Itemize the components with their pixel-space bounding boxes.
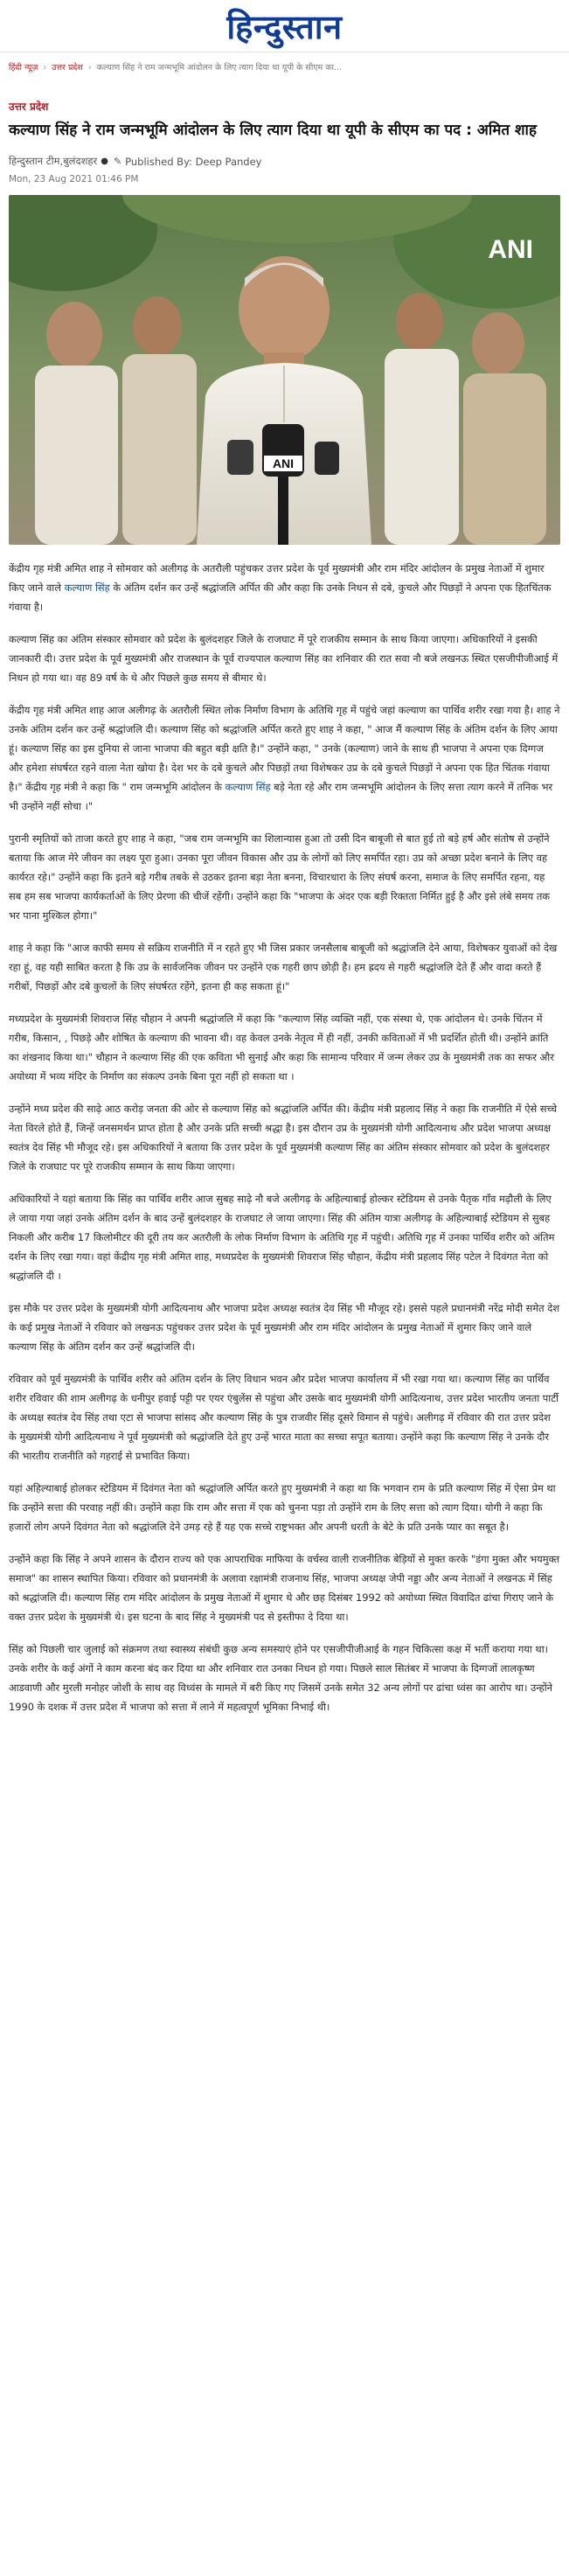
article-paragraph: यहां अहिल्याबाई होलकर स्टेडियम में दिवंगत नेता को श्रद्धांजलि अर्पित करते हुए मुख्यमंत्री ने कहा था कि भगवान राम के प्रति कल्याण सिंह में ऐसा प्रेम था कि उन्होंने सत्ता की परवाह नहीं की। उन्होंने कहा कि राम और सत्ता में एक को चुनना पड़ा तो उन्होंने राम के लिए सत्ता को त्याग दिया। योगी ने कहा कि हजारों लोग अपने दिवंगत नेता को श्रद्धांजलि देने उमड़ रहे हैं यह एक सच्चे राष्ट्रभक्त और अपनी धरती के बेटे के प्रति उनके प्यार का सबूत है।: [9, 1482, 556, 1533]
breadcrumb-home-link[interactable]: हिंदी न्यूज़: [9, 63, 38, 73]
kalyan-singh-link[interactable]: कल्याण सिंह: [64, 581, 110, 594]
kalyan-singh-link[interactable]: कल्याण सिंह: [225, 781, 271, 793]
breadcrumb-separator-icon: ›: [87, 63, 92, 73]
article-paragraph: शाह ने कहा कि "आज काफी समय से सक्रिय राजनीति में न रहते हुए भी जिस प्रकार जनसैलाब बाबूजी को श्रद्धांजलि देने आया, विशेषकर युवाओं को देख रहा हूं, वह यही साबित करता है कि उप्र के सार्वजनिक जीवन पर उन्होंने एक गहरी छाप छोड़ी है। हम ह्रदय से गहरी श्रद्धांजलि देते हैं और वादा करते हैं गरीबों, पिछड़ों और दबे कुचलों के लिए संघर्षरत रहेंगे, इतना ही कह सकता हूं।": [9, 942, 558, 992]
paragraph-text: केंद्रीय गृह मंत्री अमित शाह आज अलीगढ़ के अतरौली स्थित लोक निर्माण विभाग के अतिथि गृह में पहुंचे जहां कल्याण का पार्थिव शरीर रखा गया है। शाह ने उनके अंतिम दर्शन कर उन्हें श्रद्धांजलि दी। कल्याण सिंह को श्रद्धांजलि अर्पित करते हुए शाह ने कहा, " आज मैं कल्याण सिंह के अंतिम दर्शन के लिए आया हूं। कल्याण सिंह का इस दुनिया से जाना भाजपा की बहुत बड़ी क्षति है।" उन्होंने कहा, " उनके (कल्याण) जाने के साथ ही भाजपा ने अपना एक दिग्गज और हमेशा संघर्षरत रहने वाला नेता खोया है। देश भर के दबे कुचले और पिछड़ों तथा विशेषकर उप्र के दबे कुचले पिछड़ों ने अपना एक हित चिंतक गंवाया है।" केंद्रीय गृह मंत्री ने कहा कि " राम जन्मभूमि आंदोलन के: [9, 704, 560, 793]
article-headline: कल्याण सिंह ने राम जन्मभूमि आंदोलन के लिए त्याग दिया था यूपी के सीएम का पद : अमित शाह: [9, 122, 537, 139]
article-date: Mon, 23 Aug 2021 01:46 PM: [9, 174, 139, 184]
article-paragraph: [9, 700, 560, 816]
article-paragraph: अधिकारियों ने यहां बताया कि सिंह का पार्थिव शरीर आज सुबह साढ़े नौ बजे अलीगढ़ के अहिल्याबाई होल्कर स्टेडियम से उनके पैतृक गाँव मढ़ौली के लिए ले जाया गया जहां उनके अंतिम दर्शन के बाद उन्हें बुलंदशहर के राजघाट ले जाया जाएगा। सिंह की अंतिम यात्रा अलीगढ़ के अहिल्याबाई स्टेडियम से सुबह निकली और करीब 17 किलोमीटर की दूरी तय कर अतरौली के लोक निर्माण विभाग के अतिथि गृह में पहुंची। अतिथि गृह में उनका पार्थिव शरीर को अंतिम दर्शन के लिए रखा गया। वहां केंद्रीय गृह मंत्री अमित शाह, मध्यप्रदेश के मुख्यमंत्री शिवराज सिंह चौहान, केंद्रीय मंत्री प्रहलाद सिंह पटेल ने दिवंगत नेता को श्रद्धांजलि दी ।: [9, 1193, 555, 1282]
article-paragraph: उन्होंने कहा कि सिंह ने अपने शासन के दौरान राज्य को एक आपराधिक माफिया के वर्चस्व वाली राजनीतिक बेड़ियों से मुक्त करके "डंगा मुक्त और भयमुक्त समाज" का शासन स्थापित किया। रविवार को प्रधानमंत्री के अलावा रक्षामंत्री राजनाथ सिंह, भाजपा अध्यक्ष जेपी नड्डा और अन्य नेताओं ने लखनऊ में सिंह को श्रद्धांजलि दी। कल्याण सिंह राम मंदिर आंदोलन के प्रमुख नेताओं में शुमार थे और छह दिसंबर 1992 को अयोध्या स्थित विवादित ढांचा गिराए जाने के वक्त उत्तर प्रदेश के मुख्यमंत्री थे। इस घटना के बाद सिंह ने मुख्यमंत्री पद से इस्तीफा दे दिया था।: [9, 1553, 560, 1623]
masthead: [0, 0, 569, 52]
article-paragraph: मध्यप्रदेश के मुख्यमंत्री शिवराज सिंह चौहान ने अपनी श्रद्धांजलि में कहा कि "कल्याण सिंह व्यक्ति नहीं, एक संस्था थे, एक आंदोलन थे। उनके चिंतन में गरीब, किसान, , पिछड़े और शोषित के कल्याण की भावना थी। वह केवल उनके नेतृत्व में ही नहीं, उनकी कविताओं में भी प्रदर्शित होती थी। उन्होंने क्रांति का शंखनाद किया था।" चौहान ने कल्याण सिंह की एक कविता भी सुनाई और कहा कि सामान्य परिवार में जन्म लेकर उप्र के मुख्यमंत्री तक का सफर और अयोध्या में भव्य मंदिर के निर्माण का संकल्प उनके बिना पूरा नहीं हो सकता था ।: [9, 1013, 554, 1083]
site-logo[interactable]: हिन्दुस्तान: [226, 6, 343, 46]
bullet-icon: ●: [101, 157, 108, 166]
article-body: [0, 545, 569, 1716]
article-category[interactable]: उत्तर प्रदेश: [9, 101, 49, 113]
mic-flag-label: ANI: [272, 456, 295, 470]
paragraph-text: के अंतिम दर्शन कर उन्हें श्रद्धांजलि अर्पित की और कहा कि उनके निधन से दबे, कुचले और पिछड़ों ने अपना एक हितचिंतक गंवाया है।: [9, 581, 552, 613]
breadcrumb-section-link[interactable]: उत्तर प्रदेश: [52, 63, 83, 73]
article-source: हिन्दुस्तान टीम,बुलंदशहर: [9, 155, 98, 167]
breadcrumb: [0, 52, 569, 73]
paragraph-text: केंद्रीय गृह मंत्री अमित शाह ने सोमवार को अलीगढ़ के अतरौली पहुंचकर उत्तर प्रदेश के पूर्व मुख्यमंत्री और राम मंदिर आंदोलन के प्रमुख नेताओं में शुमार किए जाने वाले: [9, 562, 545, 594]
article-paragraph: रविवार को पूर्व मुख्यमंत्री के पार्थिव शरीर को अंतिम दर्शन के लिए विधान भवन और प्रदेश भाजपा कार्यालय में भी रखा गया था। कल्याण सिंह का पार्थिव शरीर रविवार की शाम अलीगढ़ के धनीपुर हवाई पट्टी पर एयर एंबुलेंस से पहुंचा और उसके बाद मुख्यमंत्री योगी आदित्यनाथ, उत्तर प्रदेश भारतीय जनता पार्टी के अध्यक्ष स्वतंत्र देव सिंह तथा एटा से भाजपा सांसद और कल्याण सिंह के पुत्र राजवीर सिंह दूसरे विमान से पहुंचे। अलीगढ़ में रविवार की रात उत्तर प्रदेश के मुख्यमंत्री योगी आदित्यनाथ ने पूर्व मुख्यमंत्री को श्रद्धांजलि देते हुए उन्हें भारत माता का सच्चा सपूत बताया। उन्होंने कहा कि कल्याण सिंह ने उनके दौर की भारतीय राजनीति को गहराई से प्रभावित किया।: [9, 1373, 559, 1462]
article-paragraph: इस मौके पर उत्तर प्रदेश के मुख्यमंत्री योगी आदित्यनाथ और भाजपा प्रदेश अध्यक्ष स्वतंत्र देव सिंह भी मौजूद रहे। इससे पहले प्रधानमंत्री नरेंद्र मोदी समेत देश के कई प्रमुख नेताओं ने रविवार को लखनऊ पहुंचकर उत्तर प्रदेश के पूर्व मुख्यमंत्री और राम मंदिर आंदोलन के प्रमुख नेताओं में शुमार किए जाने वाले कल्याण सिंह के अंतिम दर्शन कर उन्हें श्रद्धांजलि दी।: [9, 1302, 560, 1353]
article-byline: [0, 143, 569, 168]
breadcrumb-separator-icon: ›: [43, 63, 47, 73]
article-paragraph: सिंह को पिछली चार जुलाई को संक्रमण तथा स्वास्थ्य संबंधी कुछ अन्य समस्याएं होने पर एसजीपीजीआई के गहन चिकित्सा कक्ष में भर्ती कराया गया था। उनके शरीर के कई अंगों ने काम करना बंद कर दिया था और शनिवार रात उनका निधन हो गया। पिछले साल सितंबर में भाजपा के दिग्गजों लालकृष्ण आडवाणी और मुरली मनोहर जोशी के साथ वह विध्वंस के मामले में बरी किए गए जिसमें उनके समेत 32 अन्य लोगों पर ढांचा ध्वंस का आरोप था। उन्होंने 1990 के दशक में उत्तर प्रदेश में भाजपा को सत्ता में लाने में महत्वपूर्ण भूमिका निभाई थी।: [9, 1643, 552, 1713]
article-hero-image[interactable]: [9, 195, 560, 545]
paragraph-text: बड़े नेता रहे और राम जन्मभूमि आंदोलन के लिए सत्ता त्याग करने में तनिक भर भी उन्होंने नहीं सोचा ।": [9, 781, 553, 812]
breadcrumb-current: कल्याण सिंह ने राम जन्मभूमि आंदोलन के लिए त्याग दिया था यूपी के सीएम का...: [96, 63, 343, 73]
pen-icon: ✎: [113, 156, 122, 167]
article-paragraph: उन्होंने मध्य प्रदेश की साढ़े आठ करोड़ जनता की ओर से कल्याण सिंह को श्रद्धांजलि अर्पित की। केंद्रीय मंत्री प्रहलाद सिंह ने कहा कि राजनीति में ऐसे सच्चे नेता विरले होते हैं, जिन्हें जनसमर्थन प्राप्त होता है और उनके प्रति सच्ची श्रद्धा है। इस दौरान उप्र के मुख्यमंत्री योगी आदित्यनाथ और प्रदेश भाजपा अध्यक्ष स्वतंत्र देव सिंह भी मौजूद रहे। इस अधिकारियों ने बताया कि उत्तर प्रदेश के पूर्व मुख्यमंत्री कल्याण सिंह का अंतिम संस्कार सोमवार को प्रदेश के बुलंदशहर जिले के राजघाट पर पूरे राजकीय सम्मान के साथ किया जाएगा।: [9, 1103, 558, 1173]
article-paragraph: कल्याण सिंह का अंतिम संस्कार सोमवार को प्रदेश के बुलंदशहर जिले के राजघाट में पूरे राजकीय सम्मान के साथ किया जाएगा। अधिकारियों ने इसकी जानकारी दी। उत्तर प्रदेश के पूर्व मुख्यमंत्री और राजस्थान के पूर्व राज्यपाल कल्याण सिंह का शनिवार की रात सवा नौ बजे लखनऊ स्थित एसजीपीजीआई में निधन हो गया था। वह 89 वर्ष के थे और पिछले कुछ समय से बीमार थे।: [9, 633, 559, 684]
article-paragraph: [9, 559, 560, 616]
article-paragraph: पुरानी स्मृतियों को ताजा करते हुए शाह ने कहा, "जब राम जन्मभूमि का शिलान्यास हुआ तो उसी दिन बाबूजी से बात हुई तो बड़े हर्ष और संतोष से उन्होंने बताया कि आज मेरे जीवन का लक्ष्य पूरा हुआ। उनका पूरा जीवन विकास और उप्र के लोगों को लिए समर्पित रहा। उप्र को अच्छा प्रदेश बनाने के लिए वह कार्यरत रहे।" उन्होंने कहा कि इतने बड़े गरीब तबके से उठकर इतना बड़ा नेता बनना, विचारधारा के लिए संघर्ष करना, समाज के लिए समर्पित रहना, यह सब हम सब भाजपा कार्यकर्ताओं के लिए प्रेरणा की चीजें रहेंगी। उन्होंने कहा कि "भाजपा के अंदर एक बड़ी रिक्तता निर्मित हुई है और इसे लंबे समय तक भर पाना मुश्किल होगा।": [9, 832, 551, 922]
ani-watermark: ANI: [488, 235, 533, 264]
article-publisher: Published By: Deep Pandey: [125, 155, 262, 168]
